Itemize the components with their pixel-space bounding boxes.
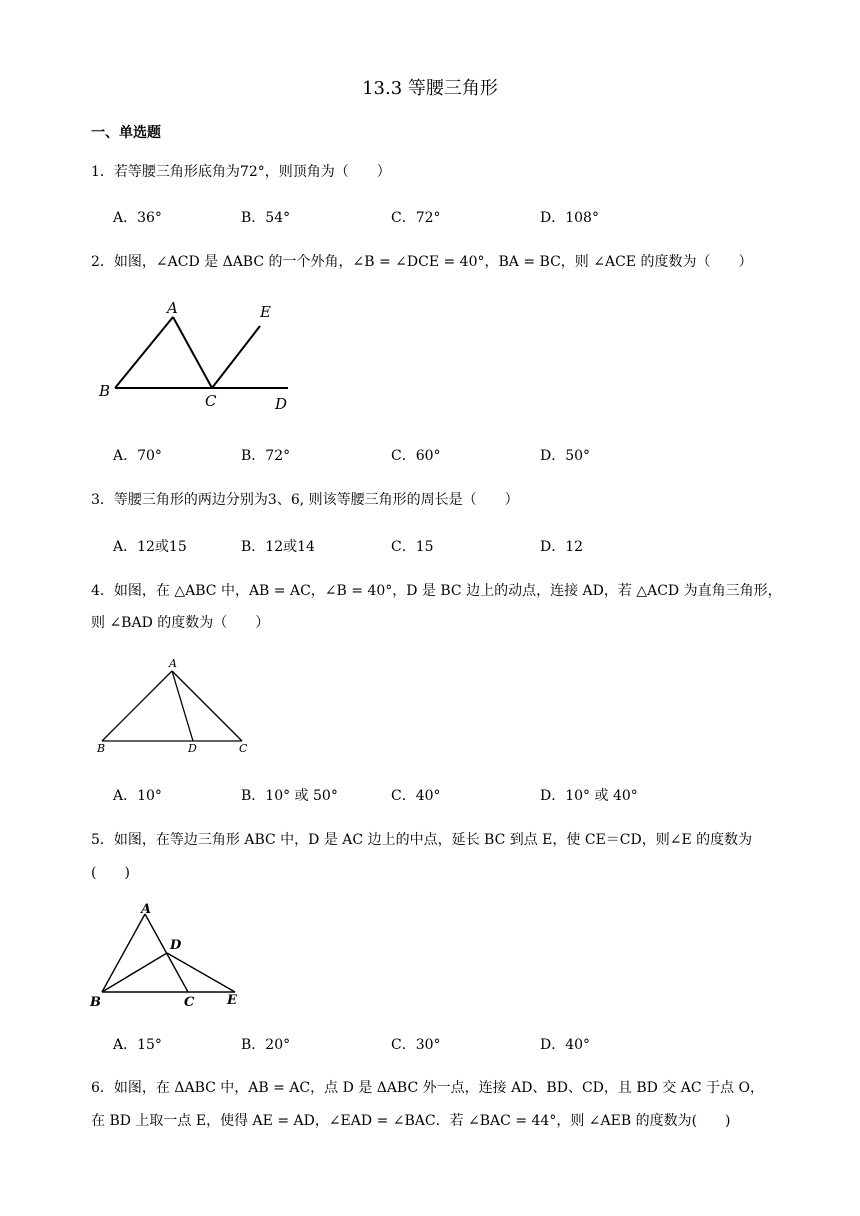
q1-option-a: A．36°	[113, 210, 162, 226]
q4-option-c: C．40°	[391, 788, 441, 804]
q5-label-b: B	[90, 995, 101, 1010]
question-6-stem-line1: 6．如图，在 ΔABC 中，AB = AC，点 D 是 ΔABC 外一点，连接 AD、BD、CD，且 BD 交 AC 于点 O，	[91, 1080, 764, 1096]
question-2-stem: 2．如图，∠ACD 是 ΔABC 的一个外角，∠B = ∠DCE = 40°，BA = BC，则 ∠ACE 的度数为（ ）	[91, 254, 753, 270]
q3-option-b: B．12或14	[241, 539, 315, 555]
q5-label-e: E	[227, 993, 237, 1008]
q2-option-a: A．70°	[113, 448, 162, 464]
q4-option-d: D．10° 或 40°	[540, 788, 638, 804]
q2-label-d: D	[275, 395, 288, 413]
section-heading: 一、单选题	[91, 125, 161, 141]
question-6-stem-line2: 在 BD 上取一点 E，使得 AE = AD，∠EAD = ∠BAC．若 ∠BAC = 44°，则 ∠AEB 的度数为( )	[91, 1113, 731, 1129]
q2-option-d: D．50°	[540, 448, 591, 464]
q1-option-d: D．108°	[540, 210, 599, 226]
question-4-stem-line1: 4．如图，在 △ABC 中，AB = AC，∠B = 40°，D 是 BC 边上的动点，连接 AD，若 △ACD 为直角三角形，	[91, 583, 782, 599]
question-5-stem-line1: 5．如图，在等边三角形 ABC 中，D 是 AC 边上的中点，延长 BC 到点 E，使 CE＝CD，则∠E 的度数为	[91, 832, 753, 848]
q5-option-d: D．40°	[540, 1037, 591, 1053]
q5-label-a: A	[141, 902, 152, 917]
q3-option-a: A．12或15	[113, 539, 187, 555]
question-4-stem-line2: 则 ∠BAD 的度数为（ ）	[91, 615, 270, 631]
q2-option-c: C．60°	[391, 448, 441, 464]
q4-label-a: A	[169, 657, 177, 670]
q4-option-b: B．10° 或 50°	[241, 788, 338, 804]
q1-option-b: B．54°	[241, 210, 291, 226]
q4-label-d: D	[188, 742, 197, 755]
q5-option-b: B．20°	[241, 1037, 291, 1053]
q3-option-d: D．12	[540, 539, 584, 555]
q4-label-c: C	[239, 742, 248, 755]
q4-option-a: A．10°	[113, 788, 162, 804]
q2-label-a: A	[167, 299, 178, 317]
q5-label-c: C	[184, 995, 195, 1010]
q5-option-a: A．15°	[113, 1037, 162, 1053]
question-5-stem-line2: ( )	[91, 865, 130, 881]
q5-label-d: D	[170, 938, 182, 953]
q3-option-c: C．15	[391, 539, 434, 555]
q1-option-c: C．72°	[391, 210, 441, 226]
q2-label-b: B	[99, 382, 111, 400]
q2-label-c: C	[205, 392, 217, 410]
page-title: 13.3 等腰三角形	[362, 78, 498, 99]
question-5-figure	[86, 900, 246, 1010]
question-1-stem: 1．若等腰三角形底角为72°，则顶角为（ ）	[91, 164, 391, 180]
question-4-figure	[92, 655, 257, 755]
q2-option-b: B．72°	[241, 448, 291, 464]
q4-label-b: B	[97, 742, 106, 755]
question-3-stem: 3．等腰三角形的两边分别为3、6, 则该等腰三角形的周长是（ ）	[91, 492, 519, 508]
q5-option-c: C．30°	[391, 1037, 441, 1053]
q2-label-e: E	[260, 303, 271, 321]
question-2-figure	[95, 295, 300, 415]
